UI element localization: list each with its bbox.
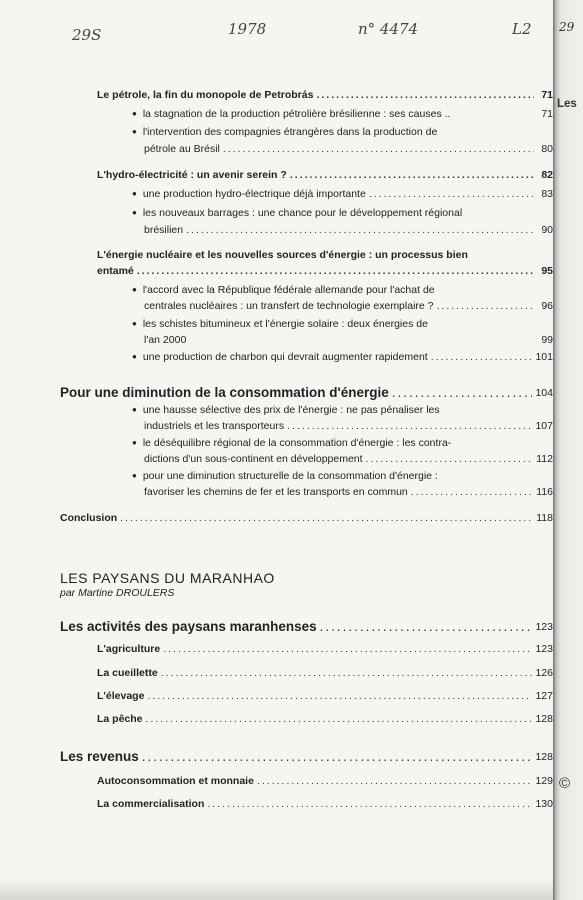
toc-item-text: dictions d'un sous-continent en développement [144, 453, 363, 465]
toc-item [132, 108, 553, 121]
toc-item-text: ● les nouveaux barrages : une chance pour le développement régional [132, 207, 462, 220]
toc-item [97, 643, 553, 656]
facing-page-text: Les [557, 98, 577, 110]
toc-item-text: centrales nucléaires : un transfert de technologie exemplaire ? [144, 300, 434, 312]
dot-leader [431, 351, 533, 364]
dot-leader [392, 385, 533, 401]
toc-item [144, 224, 553, 237]
toc-title: Pour une diminution de la consommation d'énergie [60, 385, 389, 400]
section-author: par Martine DROULERS [60, 587, 175, 599]
facing-page-corner-number: 29 [559, 20, 575, 34]
dot-leader [146, 713, 533, 726]
toc-page: 96 [541, 300, 553, 312]
toc-page: 123 [535, 643, 553, 655]
toc-page: 107 [535, 420, 553, 432]
toc-item-text: La commercialisation [97, 798, 205, 810]
toc-item [97, 690, 553, 703]
toc-title: L'hydro-électricité : un avenir serein ? [97, 169, 287, 181]
toc-page: 129 [535, 775, 553, 787]
dot-leader [411, 486, 533, 499]
handwritten-code: L2 [512, 20, 532, 38]
toc-item-text: Autoconsommation et monnaie [97, 775, 254, 787]
toc-item-text: La pêche [97, 713, 143, 725]
handwritten-ref-left: 29S [72, 26, 102, 44]
toc-page: 130 [535, 798, 553, 810]
toc-title: Conclusion [60, 512, 118, 524]
page-bottom-shadow [0, 878, 555, 900]
toc-page: 118 [536, 512, 553, 524]
toc-page: 126 [535, 667, 553, 679]
toc-item [144, 334, 553, 347]
toc-page: 123 [535, 621, 553, 633]
toc-title: entamé [97, 265, 134, 277]
toc-entry-conclusion [60, 512, 553, 525]
toc-item [97, 775, 553, 788]
toc-item-text: ● le déséquilibre régional de la consommation d'énergie : les contra- [132, 437, 451, 450]
toc-item-text: ● les schistes bitumineux et l'énergie solaire : deux énergies de [132, 318, 428, 331]
toc-page: 90 [541, 224, 553, 236]
toc-page: 80 [541, 143, 553, 155]
toc-item-text: ● l'intervention des compagnies étrangères dans la production de [132, 126, 437, 139]
toc-item [144, 300, 553, 313]
toc-page: 95 [541, 265, 553, 277]
toc-page: 83 [541, 188, 553, 200]
toc-item-text: ● l'accord avec la République fédérale allemande pour l'achat de [132, 284, 435, 297]
toc-page: 127 [535, 690, 553, 702]
toc-entry-activites [60, 619, 553, 635]
toc-item [132, 351, 553, 364]
dot-leader [120, 512, 533, 525]
dot-leader [287, 420, 532, 433]
toc-item-text: ● la stagnation de la production pétrolière brésilienne : ses causes .. [132, 108, 450, 121]
dot-leader [290, 169, 534, 182]
toc-page: 116 [536, 486, 553, 498]
dot-leader [137, 265, 534, 278]
toc-item-text: ● pour une diminution structurelle de la consommation d'énergie : [132, 470, 438, 483]
dot-leader [142, 749, 533, 765]
book-gutter [553, 0, 583, 900]
dot-leader [223, 143, 534, 156]
toc-title: Le pétrole, la fin du monopole de Petrobrás [97, 89, 314, 101]
toc-title: Les activités des paysans maranhenses [60, 619, 317, 634]
toc-page: 101 [535, 351, 553, 363]
dot-leader [320, 619, 533, 635]
toc-item-text: brésilien [144, 224, 184, 236]
toc-entry-nucleaire: L'énergie nucléaire et les nouvelles sources d'énergie : un processus bien [97, 249, 468, 261]
toc-page: 128 [535, 751, 553, 763]
toc-page: 71 [541, 89, 553, 101]
dot-leader [163, 643, 532, 656]
handwritten-number: n° 4474 [358, 20, 419, 38]
toc-entry-hydro [97, 169, 553, 182]
toc-item [97, 798, 553, 811]
toc-item-text: l'an 2000 [144, 334, 187, 346]
copyright-symbol: © [559, 775, 571, 792]
toc-entry-nucleaire-cont [97, 265, 553, 278]
toc-page: 128 [535, 713, 553, 725]
dot-leader [257, 775, 533, 788]
toc-entry-revenus [60, 749, 553, 765]
toc-item-text: ● une production hydro-électrique déjà importante [132, 188, 366, 201]
toc-item [144, 486, 553, 499]
section-title: LES PAYSANS DU MARANHAO [60, 570, 275, 586]
toc-item-text: L'agriculture [97, 643, 161, 655]
toc-page: 104 [535, 387, 553, 399]
toc-item [144, 453, 553, 466]
dot-leader [147, 690, 532, 703]
dot-leader [207, 798, 532, 811]
toc-page: 99 [541, 334, 553, 346]
toc-item [144, 143, 553, 156]
toc-item [144, 420, 553, 433]
toc-item [97, 667, 553, 680]
dot-leader [366, 453, 534, 466]
dot-leader [369, 188, 534, 201]
handwritten-year: 1978 [228, 20, 267, 38]
toc-page: 71 [541, 108, 553, 120]
dot-leader [316, 89, 534, 102]
toc-title: Les revenus [60, 749, 139, 764]
toc-item-text: pétrole au Brésil [144, 143, 220, 155]
dot-leader [161, 667, 533, 680]
toc-entry-petrole [97, 89, 553, 102]
toc-entry-diminution [60, 385, 553, 401]
toc-item [132, 188, 553, 201]
dot-leader [186, 224, 534, 237]
toc-item-text: L'élevage [97, 690, 145, 702]
toc-page: 112 [536, 453, 553, 465]
toc-item-text: La cueillette [97, 667, 158, 679]
toc-item-text: industriels et les transporteurs [144, 420, 285, 432]
toc-item-text: ● une production de charbon qui devrait augmenter rapidement [132, 351, 428, 364]
dot-leader [437, 300, 535, 313]
toc-page: 82 [541, 169, 553, 181]
toc-item-text: favoriser les chemins de fer et les transports en commun [144, 486, 408, 498]
toc-item [97, 713, 553, 726]
toc-item-text: ● une hausse sélective des prix de l'énergie : ne pas pénaliser les [132, 404, 440, 417]
